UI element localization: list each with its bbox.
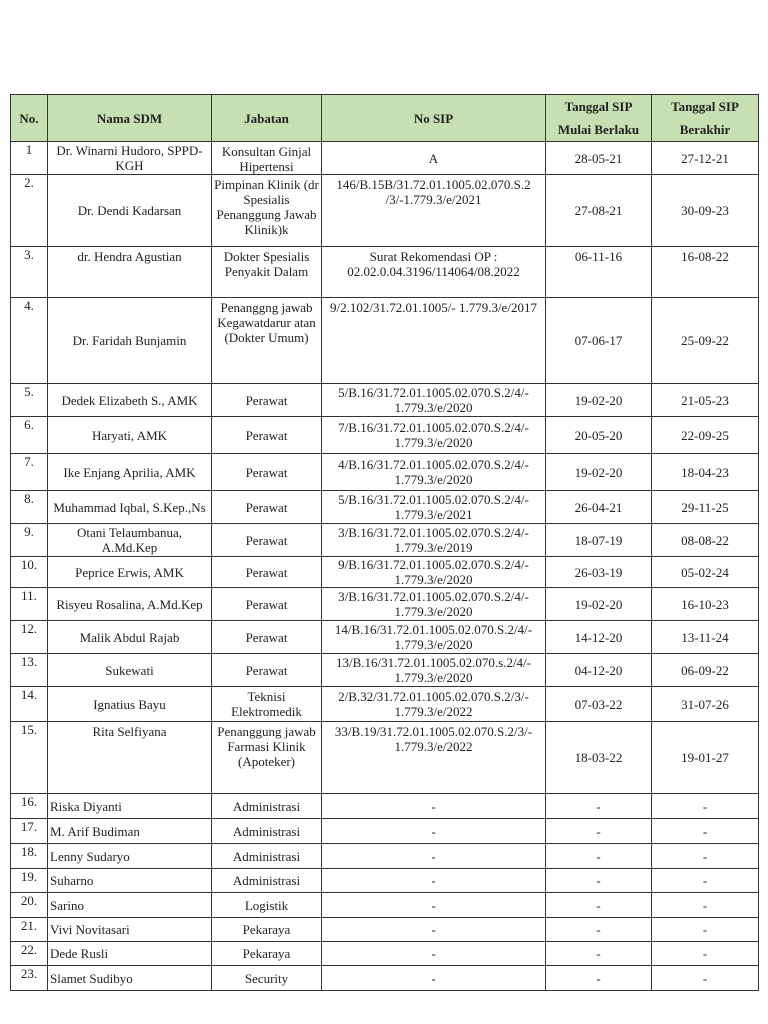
cell-tanggal-mulai: 19-02-20 [546,588,652,621]
cell-tanggal-mulai: 27-08-21 [546,175,652,247]
table-row [11,819,759,844]
cell-tanggal-mulai: - [546,794,652,819]
cell-tanggal-akhir: - [652,918,759,942]
cell-no: 11. [11,588,48,621]
cell-jabatan: Pekaraya [212,918,322,942]
cell-tanggal-akhir: 16-10-23 [652,588,759,621]
cell-no: 1 [11,142,48,175]
cell-jabatan: Administrasi [212,869,322,893]
table-row [11,687,759,722]
cell-tanggal-mulai: 18-03-22 [546,722,652,794]
cell-tanggal-akhir: - [652,869,759,893]
cell-sip: 13/B.16/31.72.01.1005.02.070.s.2/4/- 1.779.3/e/2020 [322,654,546,687]
cell-sip: 9/B.16/31.72.01.1005.02.070.S.2/4/- 1.779.3/e/2020 [322,557,546,588]
cell-nama: Ike Enjang Aprilia, AMK [48,454,212,491]
cell-tanggal-mulai: 14-12-20 [546,621,652,654]
cell-sip: - [322,794,546,819]
cell-sip: - [322,869,546,893]
table-row [11,893,759,918]
header-tanggal-akhir [652,95,759,142]
cell-jabatan: Perawat [212,654,322,687]
cell-jabatan: Administrasi [212,819,322,844]
cell-jabatan: Perawat [212,557,322,588]
header-tanggal-akhir-line2: Berakhir [679,122,731,137]
cell-tanggal-akhir: 22-09-25 [652,417,759,454]
cell-tanggal-mulai: 04-12-20 [546,654,652,687]
cell-tanggal-akhir: 29-11-25 [652,491,759,524]
cell-no: 23. [11,966,48,991]
table-row [11,844,759,869]
cell-jabatan: Perawat [212,417,322,454]
table-row [11,454,759,491]
cell-nama: Muhammad Iqbal, S.Kep.,Ns [48,491,212,524]
cell-tanggal-mulai: - [546,844,652,869]
cell-sip: 7/B.16/31.72.01.1005.02.070.S.2/4/- 1.779.3/e/2020 [322,417,546,454]
cell-jabatan: Logistik [212,893,322,918]
cell-tanggal-akhir: 25-09-22 [652,298,759,384]
table-row [11,621,759,654]
cell-nama: Malik Abdul Rajab [48,621,212,654]
table-row [11,942,759,966]
table-row [11,588,759,621]
header-jabatan: Jabatan [212,95,322,142]
cell-tanggal-akhir: 19-01-27 [652,722,759,794]
table-row [11,557,759,588]
cell-no: 12. [11,621,48,654]
cell-nama: Haryati, AMK [48,417,212,454]
table-row [11,654,759,687]
cell-no: 14. [11,687,48,722]
cell-tanggal-akhir: 16-08-22 [652,247,759,298]
cell-sip: 146/B.15B/31.72.01.1005.02.070.S.2 /3/-1.779.3/e/2021 [322,175,546,247]
cell-sip: - [322,819,546,844]
cell-nama: Suharno [48,869,212,893]
cell-no: 7. [11,454,48,491]
cell-tanggal-mulai: - [546,942,652,966]
header-sip: No SIP [322,95,546,142]
cell-nama: Slamet Sudibyo [48,966,212,991]
table-row [11,417,759,454]
cell-tanggal-akhir: 21-05-23 [652,384,759,417]
cell-jabatan: Penanggng jawab Kegawatdarur atan (Dokter Umum) [212,298,322,384]
cell-tanggal-akhir: - [652,794,759,819]
cell-nama: Lenny Sudaryo [48,844,212,869]
cell-jabatan: Teknisi Elektromedik [212,687,322,722]
table-header [11,95,759,142]
cell-sip: - [322,844,546,869]
cell-nama: Otani Telaumbanua, A.Md.Kep [48,524,212,557]
cell-tanggal-mulai: 06-11-16 [546,247,652,298]
cell-tanggal-akhir: 06-09-22 [652,654,759,687]
header-tanggal-mulai-line2: Mulai Berlaku [557,122,640,137]
cell-tanggal-akhir: - [652,844,759,869]
cell-jabatan: Pekaraya [212,942,322,966]
table-row [11,142,759,175]
cell-jabatan: Dokter Spesialis Penyakit Dalam [212,247,322,298]
cell-sip: 5/B.16/31.72.01.1005.02.070.S.2/4/- 1.779.3/e/2021 [322,491,546,524]
cell-jabatan: Perawat [212,454,322,491]
cell-tanggal-akhir: 08-08-22 [652,524,759,557]
cell-jabatan: Perawat [212,588,322,621]
cell-nama: Dr. Faridah Bunjamin [48,298,212,384]
cell-no: 13. [11,654,48,687]
cell-sip: 5/B.16/31.72.01.1005.02.070.S.2/4/- 1.779.3/e/2020 [322,384,546,417]
cell-jabatan: Perawat [212,524,322,557]
table-row [11,794,759,819]
cell-sip: 3/B.16/31.72.01.1005.02.070.S.2/4/- 1.779.3/e/2019 [322,524,546,557]
cell-nama: Sarino [48,893,212,918]
cell-tanggal-mulai: 26-04-21 [546,491,652,524]
header-no: No. [11,95,48,142]
cell-tanggal-mulai: - [546,819,652,844]
cell-tanggal-akhir: 30-09-23 [652,175,759,247]
table-row [11,491,759,524]
cell-sip: 3/B.16/31.72.01.1005.02.070.S.2/4/- 1.779.3/e/2020 [322,588,546,621]
cell-nama: Riska Diyanti [48,794,212,819]
cell-tanggal-akhir: - [652,893,759,918]
header-tanggal-mulai [546,95,652,142]
cell-no: 21. [11,918,48,942]
cell-tanggal-akhir: - [652,942,759,966]
cell-nama: Dede Rusli [48,942,212,966]
cell-tanggal-mulai: 20-05-20 [546,417,652,454]
cell-sip: 2/B.32/31.72.01.1005.02.070.S.2/3/- 1.779.3/e/2022 [322,687,546,722]
cell-nama: Risyeu Rosalina, A.Md.Kep [48,588,212,621]
table-row [11,384,759,417]
table-row [11,524,759,557]
table-row [11,722,759,794]
header-nama: Nama SDM [48,95,212,142]
cell-nama: Peprice Erwis, AMK [48,557,212,588]
cell-jabatan: Perawat [212,491,322,524]
cell-tanggal-akhir: 31-07-26 [652,687,759,722]
cell-sip: - [322,942,546,966]
header-row [11,95,759,142]
cell-tanggal-mulai: 28-05-21 [546,142,652,175]
table-row [11,247,759,298]
cell-tanggal-mulai: 18-07-19 [546,524,652,557]
cell-tanggal-mulai: 19-02-20 [546,454,652,491]
cell-jabatan: Perawat [212,384,322,417]
cell-tanggal-akhir: - [652,966,759,991]
cell-tanggal-akhir: 05-02-24 [652,557,759,588]
cell-sip: 33/B.19/31.72.01.1005.02.070.S.2/3/- 1.779.3/e/2022 [322,722,546,794]
table-row [11,869,759,893]
cell-jabatan: Security [212,966,322,991]
cell-no: 5. [11,384,48,417]
cell-nama: Ignatius Bayu [48,687,212,722]
table-body [11,142,759,991]
cell-sip: 14/B.16/31.72.01.1005.02.070.S.2/4/- 1.779.3/e/2020 [322,621,546,654]
cell-no: 2. [11,175,48,247]
cell-nama: Vivi Novitasari [48,918,212,942]
cell-no: 9. [11,524,48,557]
cell-tanggal-mulai: 26-03-19 [546,557,652,588]
cell-sip: - [322,918,546,942]
cell-no: 16. [11,794,48,819]
cell-tanggal-mulai: - [546,893,652,918]
cell-sip: 4/B.16/31.72.01.1005.02.070.S.2/4/- 1.779.3/e/2020 [322,454,546,491]
cell-no: 17. [11,819,48,844]
cell-tanggal-mulai: - [546,966,652,991]
sdm-table [10,94,759,991]
cell-no: 4. [11,298,48,384]
cell-no: 20. [11,893,48,918]
cell-sip: - [322,966,546,991]
table-row [11,298,759,384]
cell-sip: Surat Rekomendasi OP : 02.02.0.04.3196/114064/08.2022 [322,247,546,298]
cell-tanggal-mulai: 19-02-20 [546,384,652,417]
cell-nama: Sukewati [48,654,212,687]
cell-tanggal-mulai: - [546,918,652,942]
cell-nama: Rita Selfiyana [48,722,212,794]
cell-tanggal-akhir: 13-11-24 [652,621,759,654]
cell-no: 19. [11,869,48,893]
header-tanggal-mulai-line1: Tanggal SIP [564,99,633,114]
cell-jabatan: Penanggung jawab Farmasi Klinik (Apoteker) [212,722,322,794]
cell-jabatan: Konsultan Ginjal Hipertensi [212,142,322,175]
cell-sip: 9/2.102/31.72.01.1005/- 1.779.3/e/2017 [322,298,546,384]
cell-tanggal-akhir: 18-04-23 [652,454,759,491]
table-row [11,175,759,247]
cell-jabatan: Perawat [212,621,322,654]
cell-sip: - [322,893,546,918]
cell-nama: M. Arif Budiman [48,819,212,844]
cell-nama: Dr. Winarni Hudoro, SPPD-KGH [48,142,212,175]
cell-tanggal-akhir: - [652,819,759,844]
cell-nama: dr. Hendra Agustian [48,247,212,298]
cell-no: 10. [11,557,48,588]
cell-tanggal-mulai: - [546,869,652,893]
cell-tanggal-mulai: 07-06-17 [546,298,652,384]
cell-jabatan: Pimpinan Klinik (dr Spesialis Penanggung Jawab Klinik)k [212,175,322,247]
cell-nama: Dr. Dendi Kadarsan [48,175,212,247]
header-tanggal-akhir-line1: Tanggal SIP [671,99,739,114]
cell-jabatan: Administrasi [212,794,322,819]
cell-tanggal-mulai: 07-03-22 [546,687,652,722]
cell-jabatan: Administrasi [212,844,322,869]
cell-no: 3. [11,247,48,298]
table-row [11,966,759,991]
cell-no: 22. [11,942,48,966]
cell-no: 8. [11,491,48,524]
cell-no: 15. [11,722,48,794]
cell-sip: A [322,142,546,175]
cell-nama: Dedek Elizabeth S., AMK [48,384,212,417]
cell-tanggal-akhir: 27-12-21 [652,142,759,175]
cell-no: 6. [11,417,48,454]
cell-no: 18. [11,844,48,869]
table-row [11,918,759,942]
